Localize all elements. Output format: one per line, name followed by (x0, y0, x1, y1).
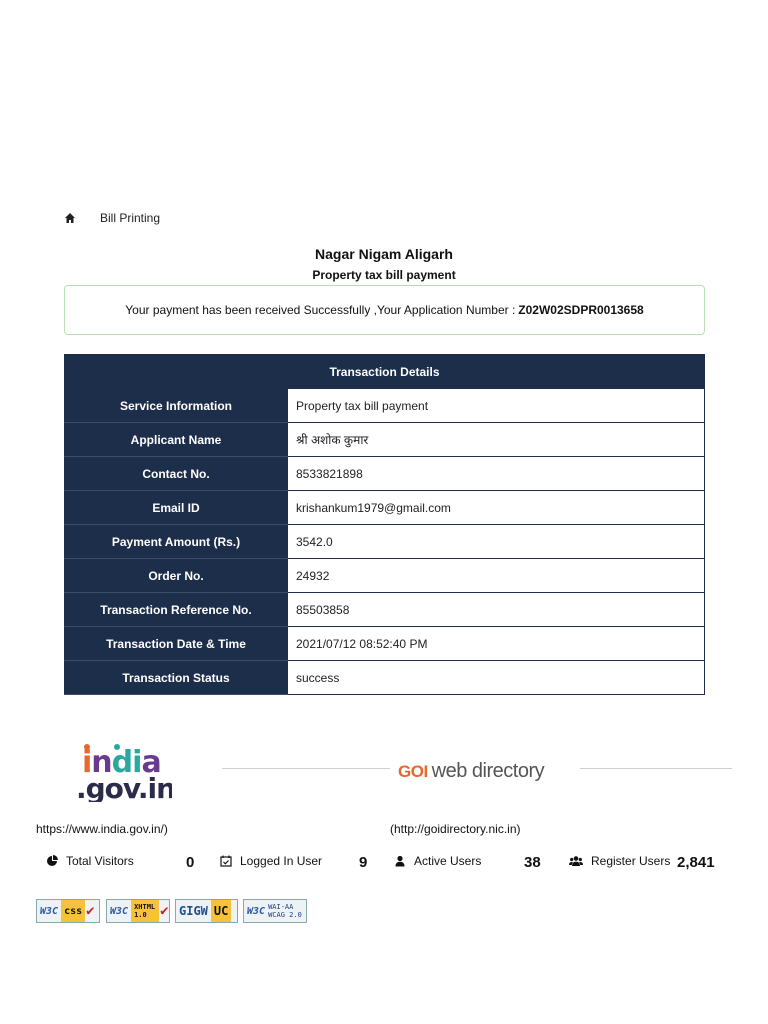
row-value: 2021/07/12 08:52:40 PM (288, 627, 705, 661)
stat-value: 9 (359, 854, 368, 871)
home-icon[interactable] (64, 212, 76, 224)
table-row (65, 389, 705, 423)
table-row (65, 627, 705, 661)
application-number: Z02W02SDPR0013658 (518, 303, 644, 317)
w3c-xhtml-badge[interactable]: W3C XHTML 1.0 ✔ (106, 899, 170, 923)
goi-prefix: GOI (398, 762, 428, 781)
row-value: 24932 (288, 559, 705, 593)
table-row (65, 525, 705, 559)
footer-divider-right (580, 768, 732, 769)
stat-value: 0 (186, 854, 195, 871)
stat-label: Register Users (591, 854, 671, 868)
row-label: Contact No. (65, 457, 288, 491)
table-row (65, 423, 705, 457)
row-value: krishankum1979@gmail.com (288, 491, 705, 525)
calendar-check-icon (220, 855, 232, 867)
table-row (65, 491, 705, 525)
stat-active-users (394, 854, 481, 868)
stat-total-visitors (46, 854, 134, 868)
goi-web-directory-logo[interactable] (398, 760, 544, 783)
row-label: Order No. (65, 559, 288, 593)
footer-divider-left (222, 768, 390, 769)
check-icon: ✔ (86, 903, 95, 919)
payment-success-alert (64, 285, 705, 335)
page-subtitle: Property tax bill payment (312, 268, 456, 282)
breadcrumb-bill-printing[interactable]: Bill Printing (100, 211, 161, 225)
row-label: Service Information (65, 389, 288, 423)
table-row (65, 593, 705, 627)
transaction-details-table (64, 354, 705, 695)
row-label: Email ID (65, 491, 288, 525)
stat-register-users (569, 854, 670, 868)
gigw-badge[interactable]: GIGW UC (175, 899, 238, 923)
transaction-details-heading: Transaction Details (65, 355, 705, 389)
svg-text:india: india (82, 745, 161, 780)
row-value: 85503858 (288, 593, 705, 627)
user-icon (394, 855, 406, 867)
india-gov-link[interactable]: https://www.india.gov.in/) (36, 822, 168, 836)
w3c-wcag-badge[interactable]: W3C WAI-AA WCAG 2.0 (243, 899, 307, 923)
row-label: Transaction Reference No. (65, 593, 288, 627)
india-gov-logo[interactable] (76, 740, 172, 802)
users-icon (569, 855, 583, 867)
table-row (65, 661, 705, 695)
svg-text:.gov.in: .gov.in (76, 772, 172, 802)
stat-value: 38 (524, 854, 541, 871)
check-icon: ✔ (160, 903, 169, 919)
stat-label: Active Users (414, 854, 482, 868)
goi-directory-link[interactable]: (http://goidirectory.nic.in) (390, 822, 521, 836)
w3c-css-badge[interactable]: W3C css ✔ (36, 899, 100, 923)
pie-chart-icon (46, 855, 58, 867)
row-label: Applicant Name (65, 423, 288, 457)
stat-label: Total Visitors (66, 854, 134, 868)
table-row (65, 457, 705, 491)
row-value: 3542.0 (288, 525, 705, 559)
page-title: Nagar Nigam Aligarh (315, 246, 453, 262)
stat-label: Logged In User (240, 854, 323, 868)
row-label: Transaction Date & Time (65, 627, 288, 661)
row-value: श्री अशोक कुमार (288, 423, 705, 457)
table-row (65, 559, 705, 593)
row-value: 8533821898 (288, 457, 705, 491)
stat-logged-in-user (220, 854, 322, 868)
alert-message: Your payment has been received Successfully ,Your Application Number : (125, 303, 516, 317)
row-value: Property tax bill payment (288, 389, 705, 423)
row-label: Transaction Status (65, 661, 288, 695)
row-label: Payment Amount (Rs.) (65, 525, 288, 559)
row-value: success (288, 661, 705, 695)
goi-text: web directory (431, 760, 545, 782)
breadcrumb (64, 211, 160, 225)
stat-value: 2,841 (677, 854, 715, 871)
